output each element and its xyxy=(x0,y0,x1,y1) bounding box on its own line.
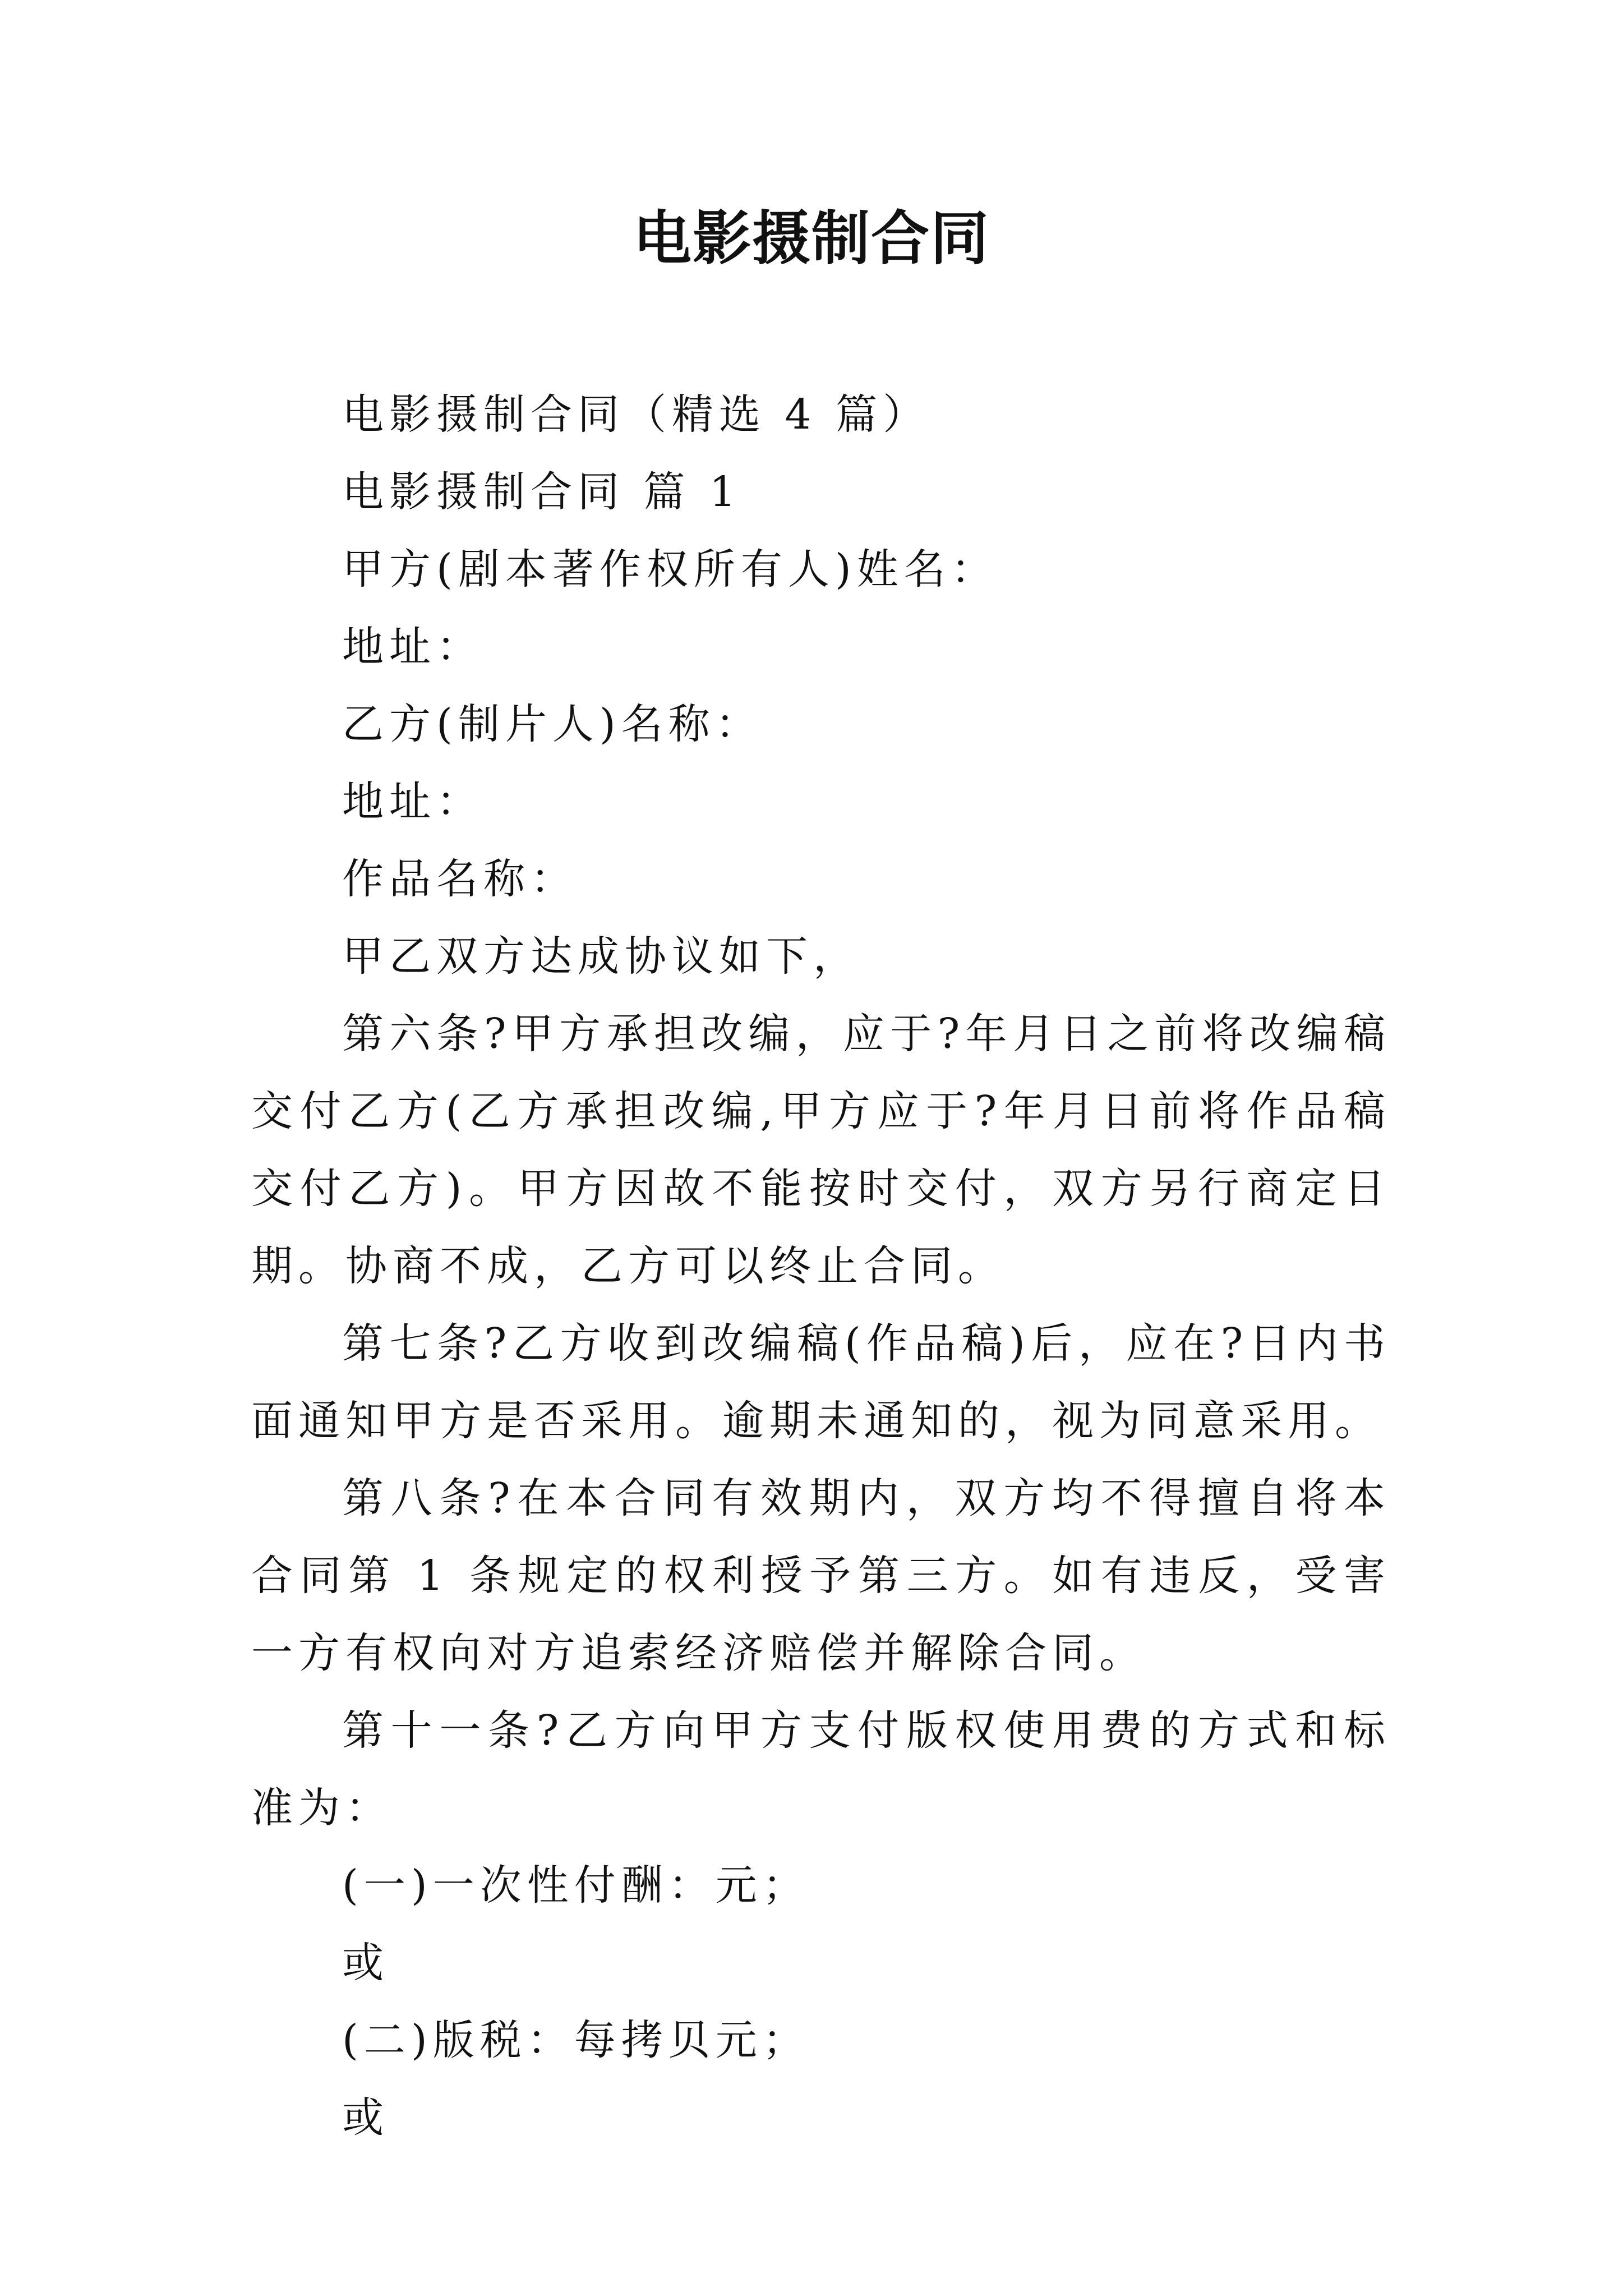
paragraph-agreement-intro: 甲乙双方达成协议如下， xyxy=(342,932,860,981)
paragraph-payment-option-1: (一)一次性付酬：元； xyxy=(342,1861,810,1910)
paragraph-article-7: 第七条?乙方收到改编稿(作品稿)后，应在?日内书面通知甲方是否采用。逾期未通知的，视为同意采用。 xyxy=(251,1319,1391,1445)
paragraph-party-b-name: 乙方(制片人)名称： xyxy=(342,700,763,748)
paragraph-subtitle: 电影摄制合同（精选 4 篇） xyxy=(342,390,930,439)
paragraph-part-heading: 电影摄制合同 篇 1 xyxy=(342,468,742,516)
paragraph-article-6: 第六条?甲方承担改编，应于?年月日之前将改编稿交付乙方(乙方承担改编,甲方应于?年月日前将作品稿交付乙方)。甲方因故不能按时交付，双方另行商定日期。协商不成，乙方可以终止合同。 xyxy=(251,1010,1391,1290)
paragraph-or-2: 或 xyxy=(342,2093,389,2142)
paragraph-party-a-name: 甲方(剧本著作权所有人)姓名： xyxy=(342,545,998,593)
paragraph-or-1: 或 xyxy=(342,1939,389,1987)
paragraph-article-8: 第八条?在本合同有效期内，双方均不得擅自将本合同第 1 条规定的权利授予第三方。如有违反，受害一方有权向对方追索经济赔偿并解除合同。 xyxy=(251,1474,1391,1677)
paragraph-article-11: 第十一条?乙方向甲方支付版权使用费的方式和标准为： xyxy=(251,1706,1391,1832)
document-title: 电影摄制合同 xyxy=(633,204,990,273)
paragraph-payment-option-2: (二)版税：每拷贝元； xyxy=(342,2016,810,2064)
document-body xyxy=(251,376,1391,2156)
paragraph-work-title: 作品名称： xyxy=(342,855,578,903)
paragraph-party-a-address: 地址： xyxy=(342,623,483,671)
paragraph-party-b-address: 地址： xyxy=(342,777,483,826)
